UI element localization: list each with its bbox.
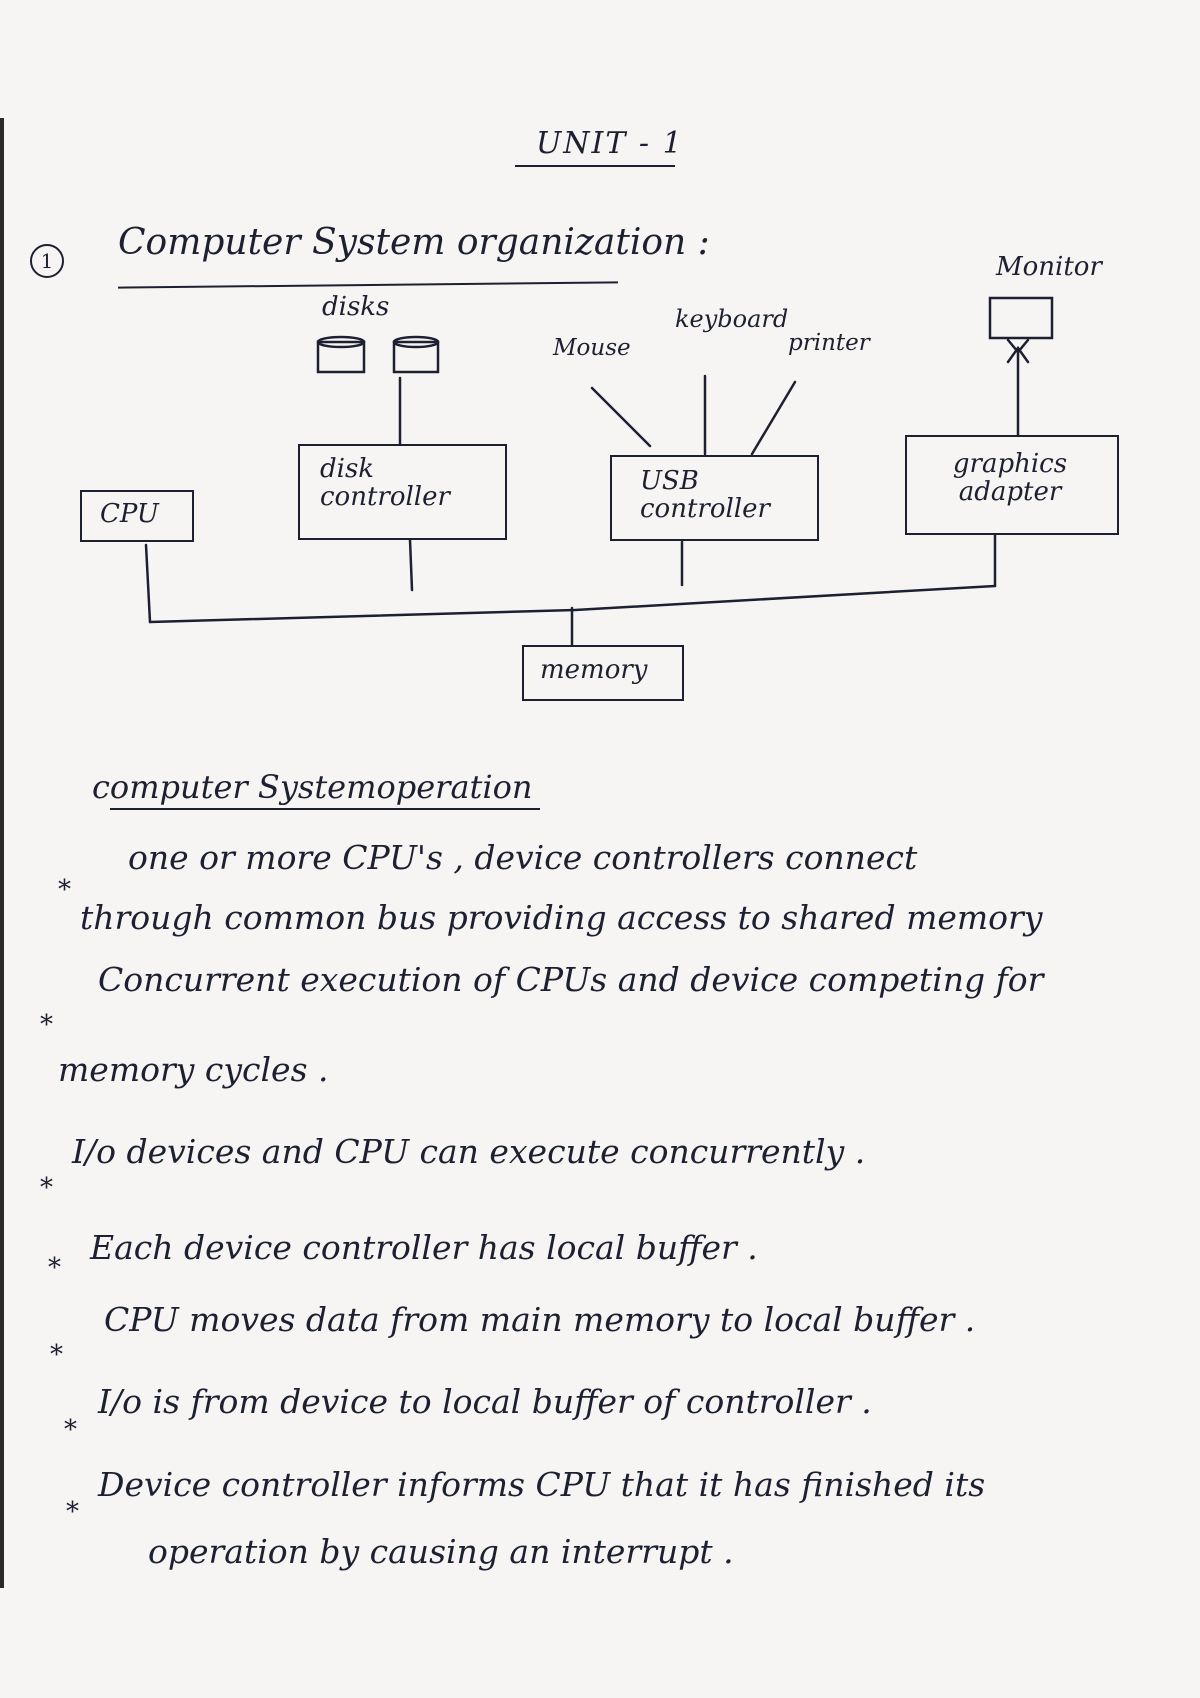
note-line-8: I/o is from device to local buffer of controller . <box>98 1382 872 1421</box>
monitor-shape <box>990 298 1052 338</box>
disks-label: disks <box>322 292 390 322</box>
note-line-3: Concurrent execution of CPUs and device competing for <box>98 960 1044 999</box>
note-line-7: CPU moves data from main memory to local buffer . <box>104 1300 976 1339</box>
bullet-star: * <box>48 1253 61 1283</box>
monitor-label: Monitor <box>996 252 1102 282</box>
mouse-link <box>592 388 650 446</box>
cpu-bus-drop <box>146 545 150 622</box>
section-heading: Computer System organization : <box>118 222 710 263</box>
note-line-4: memory cycles . <box>58 1050 329 1089</box>
note-line-1: one or more CPU's , device controllers connect <box>128 838 918 877</box>
printer-label: printer <box>788 330 870 356</box>
page-title: UNIT - 1 <box>536 126 684 161</box>
memory-label: memory <box>540 655 648 685</box>
note-line-9: Device controller informs CPU that it has finished its <box>98 1465 986 1504</box>
disk-controller-bus-link <box>410 540 412 590</box>
graphics-adapter-label: graphics adapter <box>952 449 1068 507</box>
bullet-star: * <box>64 1415 77 1445</box>
bullet-star: * <box>58 875 71 905</box>
note-line-2: through common bus providing access to shared memory <box>80 898 1043 937</box>
cpu-label: CPU <box>100 499 159 529</box>
note-line-5: I/o devices and CPU can execute concurrently . <box>72 1132 866 1171</box>
usb-controller-label: USB controller <box>640 466 770 524</box>
section-number: 1 <box>30 244 64 278</box>
bullet-star: * <box>50 1340 63 1370</box>
bullet-star: * <box>40 1010 53 1040</box>
operation-heading-underline <box>110 808 540 810</box>
bullet-star: * <box>40 1173 53 1203</box>
operation-heading: computer Systemoperation <box>92 768 533 806</box>
disk-controller-label: disk controller <box>320 454 450 512</box>
note-line-10: operation by causing an interrupt . <box>148 1532 734 1571</box>
mouse-label: Mouse <box>553 335 631 361</box>
keyboard-label: keyboard <box>675 305 789 333</box>
bullet-star: * <box>66 1497 79 1527</box>
note-line-6: Each device controller has local buffer . <box>90 1228 758 1267</box>
printer-link <box>752 382 795 454</box>
